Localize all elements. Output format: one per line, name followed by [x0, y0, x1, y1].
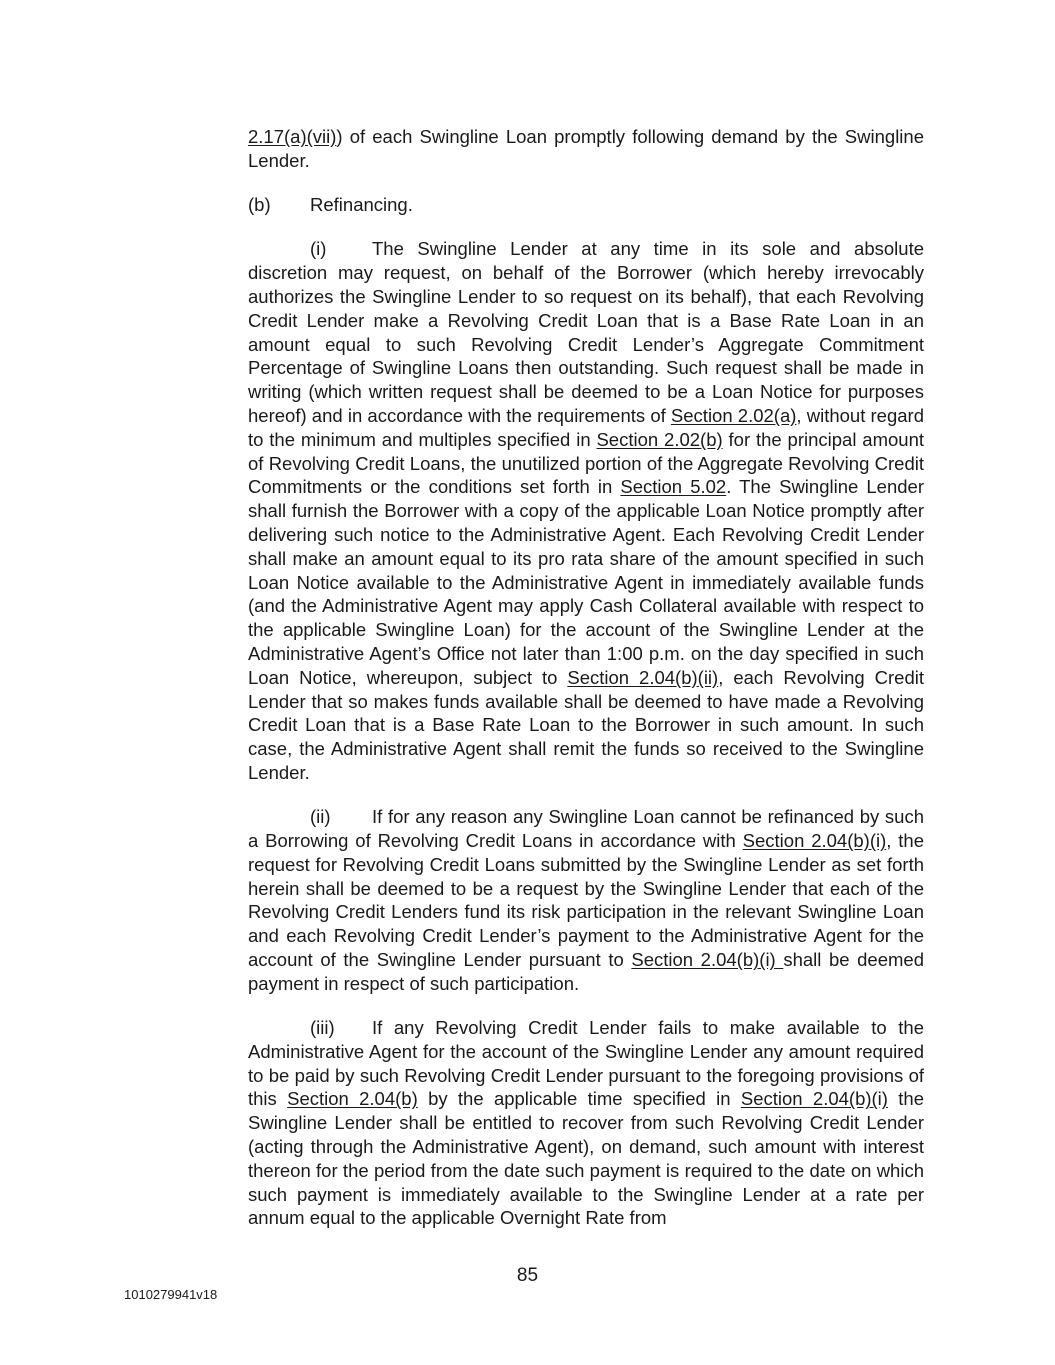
section-reference: 2.17(a)(vii)	[248, 126, 337, 147]
paragraph-iii: (iii) If any Revolving Credit Lender fails to make available to the Administrative Agent for the account of the Swingline Lender any amount required to be paid by such Revolving Credit Lender pursuant to the foregoing provisions of this Section 2.04(b) by the applicable time specified in Section 2.04(b)(i) the Swingline Lender shall be entitled to recover from such Revolving Credit Lender (acting through the Administrative Agent), on demand, such amount with interest thereon for the period from the date such payment is required to the date on which such payment is immediately available to the Swingline Lender at a rate per annum equal to the applicable Overnight Rate from	[248, 1017, 924, 1229]
paragraph-continuation: 2.17(a)(vii)) of each Swingline Loan promptly following demand by the Swingline Lender.	[248, 126, 924, 171]
section-reference: Section 2.04(b)(i)	[740, 1088, 888, 1110]
section-reference: Section 2.02(b)	[596, 428, 723, 450]
document-id: 1010279941v18	[124, 1287, 218, 1302]
document-body	[248, 125, 924, 1251]
section-reference: Section 2.02(a)	[670, 404, 797, 426]
page-number: 85	[516, 1265, 539, 1286]
paragraph-ii: (ii) If for any reason any Swingline Loan cannot be refinanced by such a Borrowing of Revolving Credit Loans in accordance with Section 2.04(b)(i), the request for Revolving Credit Loans submitted by the Swingline Lender as set forth herein shall be deemed to be a request by the Swingline Lender that each of the Revolving Credit Lenders fund its risk participation in the relevant Swingline Loan and each Revolving Credit Lender’s payment to the Administrative Agent for the account of the Swingline Lender pursuant to Section 2.04(b)(i) shall be deemed payment in respect of such participation.	[248, 806, 924, 994]
subsection-label: (b)	[248, 194, 271, 216]
clause-number: (i)	[310, 238, 327, 260]
section-reference: Section 2.04(b)(ii)	[567, 666, 719, 688]
clause-number: (ii)	[310, 806, 331, 828]
clause-number: (iii)	[310, 1017, 335, 1039]
section-reference: Section 2.04(b)(i)	[631, 949, 784, 970]
section-reference: Section 2.04(b)	[287, 1088, 418, 1110]
paragraph-i: (i) The Swingline Lender at any time in its sole and absolute discretion may request, on behalf of the Borrower (which hereby irrevocably authorizes the Swingline Lender to so request on its behalf), that each Revolving Credit Lender make a Revolving Credit Loan that is a Base Rate Loan in an amount equal to such Revolving Credit Lender’s Aggregate Commitment Percentage of Swingline Loans then outstanding. Such request shall be made in writing (which written request shall be deemed to be a Loan Notice for purposes hereof) and in accordance with the requirements of Section 2.02(a), without regard to the minimum and multiples specified in Section 2.02(b) for the principal amount of Revolving Credit Loans, the unutilized portion of the Aggregate Revolving Credit Commitments or the conditions set forth in Section 5.02. The Swingline Lender shall furnish the Borrower with a copy of the applicable Loan Notice promptly after delivering such notice to the Administrative Agent. Each Revolving Credit Lender shall make an amount equal to its pro rata share of the amount specified in such Loan Notice available to the Administrative Agent in immediately available funds (and the Administrative Agent may apply Cash Collateral available with respect to the applicable Swingline Loan) for the account of the Swingline Lender at the Administrative Agent’s Office not later than 1:00 p.m. on the day specified in such Loan Notice, whereupon, subject to Section 2.04(b)(ii), each Revolving Credit Lender that so makes funds available shall be deemed to have made a Revolving Credit Loan that is a Base Rate Loan to the Borrower in such amount. In such case, the Administrative Agent shall remit the funds so received to the Swingline Lender.	[248, 238, 924, 783]
section-reference: Section 5.02	[620, 476, 727, 498]
subsection-heading-b	[248, 193, 924, 217]
subsection-title: Refinancing.	[310, 194, 413, 216]
section-reference: Section 2.04(b)(i)	[742, 830, 887, 852]
